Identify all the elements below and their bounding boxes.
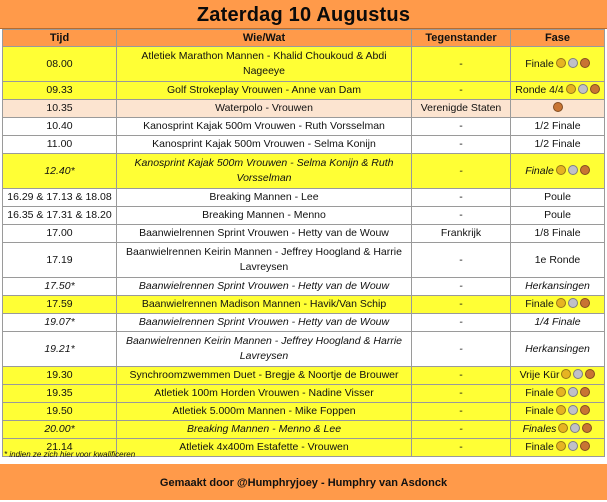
- table-row: [3, 367, 605, 385]
- cell-time-text: 17.59: [46, 298, 73, 310]
- cell-phase-text: Finale: [525, 164, 554, 177]
- cell-event: [117, 278, 412, 296]
- cell-time-text: 19.35: [46, 387, 73, 399]
- cell-opponent: [412, 439, 511, 457]
- cell-phase: [511, 439, 605, 457]
- cell-opponent-text: -: [459, 120, 463, 132]
- cell-time-text: 16.35 & 17.31 & 18.20: [7, 209, 112, 221]
- column-header-time: Tijd: [3, 30, 117, 47]
- cell-opponent-text: -: [459, 316, 463, 328]
- cell-event: [117, 207, 412, 225]
- bronze-medal-icon: [553, 102, 563, 112]
- cell-opponent: [412, 225, 511, 243]
- cell-event: [117, 385, 412, 403]
- cell-event-text: Kanosprint Kajak 500m Vrouwen - Selma Konijn & Ruth Vorsselman: [134, 157, 394, 184]
- cell-time: [3, 243, 117, 278]
- cell-opponent: [412, 136, 511, 154]
- cell-phase: [511, 421, 605, 439]
- cell-time-text: 19.30: [46, 369, 73, 381]
- bronze-medal-icon: [580, 58, 590, 68]
- column-header-phase: Fase: [511, 30, 605, 47]
- cell-time-text: 11.00: [46, 138, 73, 150]
- cell-phase: [511, 332, 605, 367]
- cell-phase-text: Ronde 4/4: [515, 84, 564, 96]
- cell-phase: [511, 403, 605, 421]
- cell-event-text: Atletiek 100m Horden Vrouwen - Nadine Visser: [154, 387, 374, 399]
- gold-medal-icon: [556, 298, 566, 308]
- cell-phase-text: Finales: [522, 423, 557, 435]
- bronze-medal-icon: [580, 441, 590, 451]
- gold-medal-icon: [556, 405, 566, 415]
- cell-event-text: Baanwielrennen Sprint Vrouwen - Hetty van de Wouw: [138, 316, 390, 328]
- cell-event: [117, 403, 412, 421]
- cell-phase: [511, 100, 605, 118]
- cell-time: [3, 207, 117, 225]
- cell-event: [117, 82, 412, 100]
- cell-opponent: [412, 243, 511, 278]
- bronze-medal-icon: [580, 405, 590, 415]
- cell-time: [3, 314, 117, 332]
- cell-time: [3, 225, 117, 243]
- column-header-opponent: Tegenstander: [412, 30, 511, 47]
- cell-opponent-text: -: [459, 342, 463, 355]
- cell-phase-text: Vrije Kür: [519, 369, 560, 381]
- cell-event-text: Atletiek 4x400m Estafette - Vrouwen: [179, 441, 349, 453]
- table-row: [3, 225, 605, 243]
- cell-time-text: 09.33: [46, 84, 73, 96]
- cell-phase-text: Herkansingen: [525, 280, 590, 292]
- table-row: [3, 100, 605, 118]
- silver-medal-icon: [578, 84, 588, 94]
- table-row: [3, 189, 605, 207]
- cell-time-text: 12.40*: [44, 164, 75, 177]
- cell-event-text: Breaking Mannen - Lee: [209, 191, 319, 203]
- cell-opponent: [412, 82, 511, 100]
- cell-time: [3, 421, 117, 439]
- page-title: Zaterdag 10 Augustus: [0, 0, 607, 29]
- column-header-event: Wie/Wat: [117, 30, 412, 47]
- cell-phase-text: Herkansingen: [525, 342, 590, 355]
- cell-opponent-text: -: [459, 57, 463, 70]
- cell-opponent-text: -: [459, 441, 463, 453]
- table-row: [3, 47, 605, 82]
- cell-time-text: 19.07*: [44, 316, 75, 328]
- cell-opponent-text: -: [459, 138, 463, 150]
- cell-time: [3, 136, 117, 154]
- silver-medal-icon: [568, 298, 578, 308]
- bronze-medal-icon: [590, 84, 600, 94]
- cell-event: [117, 421, 412, 439]
- cell-phase: [511, 278, 605, 296]
- silver-medal-icon: [568, 405, 578, 415]
- cell-phase-text: Finale: [525, 405, 554, 417]
- cell-phase: [511, 314, 605, 332]
- cell-phase: [511, 225, 605, 243]
- gold-medal-icon: [556, 441, 566, 451]
- cell-time: [3, 367, 117, 385]
- cell-time-text: 16.29 & 17.13 & 18.08: [7, 191, 112, 203]
- cell-phase: [511, 385, 605, 403]
- cell-time: [3, 385, 117, 403]
- cell-opponent: [412, 332, 511, 367]
- gold-medal-icon: [556, 165, 566, 175]
- gold-medal-icon: [556, 58, 566, 68]
- cell-opponent: [412, 154, 511, 189]
- cell-opponent-text: -: [459, 209, 463, 221]
- cell-event: [117, 118, 412, 136]
- bronze-medal-icon: [582, 423, 592, 433]
- cell-phase-text: 1/4 Finale: [534, 316, 581, 328]
- table-row: [3, 314, 605, 332]
- cell-phase-text: 1/2 Finale: [534, 138, 581, 150]
- cell-time: [3, 154, 117, 189]
- table-row: [3, 82, 605, 100]
- cell-time-text: 10.40: [46, 120, 73, 132]
- cell-opponent-text: -: [459, 423, 463, 435]
- cell-event-text: Baanwielrennen Keirin Mannen - Jeffrey Hoogland & Harrie Lavreysen: [126, 246, 402, 273]
- cell-time-text: 21.14: [46, 441, 73, 453]
- cell-event: [117, 439, 412, 457]
- cell-phase-text: 1/8 Finale: [534, 227, 581, 239]
- cell-opponent: [412, 296, 511, 314]
- cell-time-text: 17.50*: [44, 280, 75, 292]
- cell-opponent: [412, 118, 511, 136]
- cell-event: [117, 47, 412, 82]
- table-row: [3, 118, 605, 136]
- cell-phase: [511, 207, 605, 225]
- cell-time-text: 10.35: [46, 102, 73, 114]
- cell-time-text: 17.00: [46, 227, 73, 239]
- cell-opponent: [412, 403, 511, 421]
- cell-opponent: [412, 421, 511, 439]
- cell-event: [117, 189, 412, 207]
- cell-opponent-text: Frankrijk: [440, 227, 482, 239]
- cell-time: [3, 100, 117, 118]
- cell-opponent: [412, 47, 511, 82]
- silver-medal-icon: [568, 165, 578, 175]
- cell-opponent-text: -: [459, 387, 463, 399]
- cell-phase: [511, 136, 605, 154]
- cell-opponent-text: -: [459, 298, 463, 310]
- cell-event-text: Baanwielrennen Keirin Mannen - Jeffrey Hoogland & Harrie Lavreysen: [125, 335, 403, 362]
- gold-medal-icon: [566, 84, 576, 94]
- cell-event-text: Waterpolo - Vrouwen: [215, 102, 313, 114]
- cell-event: [117, 243, 412, 278]
- cell-time: [3, 403, 117, 421]
- cell-opponent: [412, 314, 511, 332]
- cell-event-text: Golf Strokeplay Vrouwen - Anne van Dam: [167, 84, 361, 96]
- cell-opponent: [412, 385, 511, 403]
- footnote: * indien ze zich hier voor kwalificeren: [4, 450, 136, 459]
- cell-event-text: Breaking Mannen - Menno: [202, 209, 326, 221]
- cell-event-text: Atletiek 5.000m Mannen - Mike Foppen: [172, 405, 356, 417]
- cell-opponent-text: -: [459, 405, 463, 417]
- cell-time: [3, 47, 117, 82]
- cell-time-text: 19.50: [46, 405, 73, 417]
- bronze-medal-icon: [580, 165, 590, 175]
- cell-time-text: 20.00*: [44, 423, 75, 435]
- table-row: [3, 296, 605, 314]
- table-row: [3, 207, 605, 225]
- cell-phase-text: Finale: [525, 298, 554, 310]
- cell-opponent: [412, 207, 511, 225]
- cell-phase-text: Poule: [544, 191, 571, 203]
- schedule-body: [3, 47, 605, 457]
- cell-event: [117, 225, 412, 243]
- silver-medal-icon: [568, 387, 578, 397]
- cell-time-text: 08.00: [46, 57, 73, 70]
- table-row: [3, 403, 605, 421]
- cell-event: [117, 314, 412, 332]
- table-row: [3, 421, 605, 439]
- cell-event-text: Baanwielrennen Sprint Vrouwen - Hetty van de Wouw: [138, 280, 390, 292]
- gold-medal-icon: [556, 387, 566, 397]
- schedule-table: [2, 29, 605, 457]
- cell-phase-text: Poule: [544, 209, 571, 221]
- cell-event: [117, 136, 412, 154]
- cell-phase-text: Finale: [525, 387, 554, 399]
- cell-time: [3, 278, 117, 296]
- cell-phase: [511, 189, 605, 207]
- cell-time: [3, 118, 117, 136]
- cell-event: [117, 367, 412, 385]
- cell-event: [117, 296, 412, 314]
- cell-phase: [511, 367, 605, 385]
- cell-event: [117, 332, 412, 367]
- gold-medal-icon: [561, 369, 571, 379]
- cell-event-text: Synchroomzwemmen Duet - Bregje & Noortje de Brouwer: [129, 369, 399, 381]
- cell-time: [3, 296, 117, 314]
- cell-phase-text: 1/2 Finale: [534, 120, 581, 132]
- cell-time-text: 17.19: [46, 253, 73, 266]
- cell-event-text: Baanwielrennen Sprint Vrouwen - Hetty van de Wouw: [139, 227, 389, 239]
- table-row: [3, 332, 605, 367]
- cell-phase: [511, 243, 605, 278]
- cell-phase: [511, 47, 605, 82]
- cell-opponent: [412, 367, 511, 385]
- footer-credit: Gemaakt door @Humphryjoey - Humphry van Asdonck: [0, 464, 607, 500]
- cell-phase: [511, 154, 605, 189]
- cell-event-text: Baanwielrennen Madison Mannen - Havik/Van Schip: [141, 298, 387, 310]
- cell-phase: [511, 118, 605, 136]
- cell-opponent: [412, 189, 511, 207]
- table-row: [3, 278, 605, 296]
- silver-medal-icon: [570, 423, 580, 433]
- cell-opponent: [412, 100, 511, 118]
- table-row: [3, 243, 605, 278]
- cell-phase: [511, 82, 605, 100]
- table-row: [3, 136, 605, 154]
- cell-time: [3, 189, 117, 207]
- silver-medal-icon: [573, 369, 583, 379]
- gold-medal-icon: [558, 423, 568, 433]
- silver-medal-icon: [568, 58, 578, 68]
- bronze-medal-icon: [585, 369, 595, 379]
- cell-phase: [511, 296, 605, 314]
- cell-time: [3, 82, 117, 100]
- bronze-medal-icon: [580, 298, 590, 308]
- cell-opponent: [412, 278, 511, 296]
- cell-event-text: Breaking Mannen - Menno & Lee: [186, 423, 342, 435]
- cell-opponent-text: Verenigde Staten: [420, 102, 502, 114]
- cell-event-text: Atletiek Marathon Mannen - Khalid Choukoud & Abdi Nageeye: [141, 50, 387, 77]
- cell-phase-text: Finale: [525, 441, 554, 453]
- table-row: [3, 154, 605, 189]
- cell-event: [117, 154, 412, 189]
- cell-event-text: Kanosprint Kajak 500m Vrouwen - Selma Konijn: [152, 138, 376, 150]
- cell-opponent-text: -: [459, 280, 463, 292]
- cell-time-text: 19.21*: [44, 342, 75, 355]
- cell-phase-text: Finale: [525, 57, 554, 70]
- cell-opponent-text: -: [459, 84, 463, 96]
- cell-opponent-text: -: [459, 369, 463, 381]
- cell-opponent-text: -: [459, 253, 463, 266]
- bronze-medal-icon: [580, 387, 590, 397]
- cell-opponent-text: -: [459, 164, 463, 177]
- table-row: [3, 385, 605, 403]
- cell-time: [3, 332, 117, 367]
- cell-opponent-text: -: [459, 191, 463, 203]
- cell-event: [117, 100, 412, 118]
- cell-phase-text: 1e Ronde: [534, 253, 581, 266]
- cell-event-text: Kanosprint Kajak 500m Vrouwen - Ruth Vorsselman: [143, 120, 385, 132]
- table-header-row: [3, 30, 605, 47]
- silver-medal-icon: [568, 441, 578, 451]
